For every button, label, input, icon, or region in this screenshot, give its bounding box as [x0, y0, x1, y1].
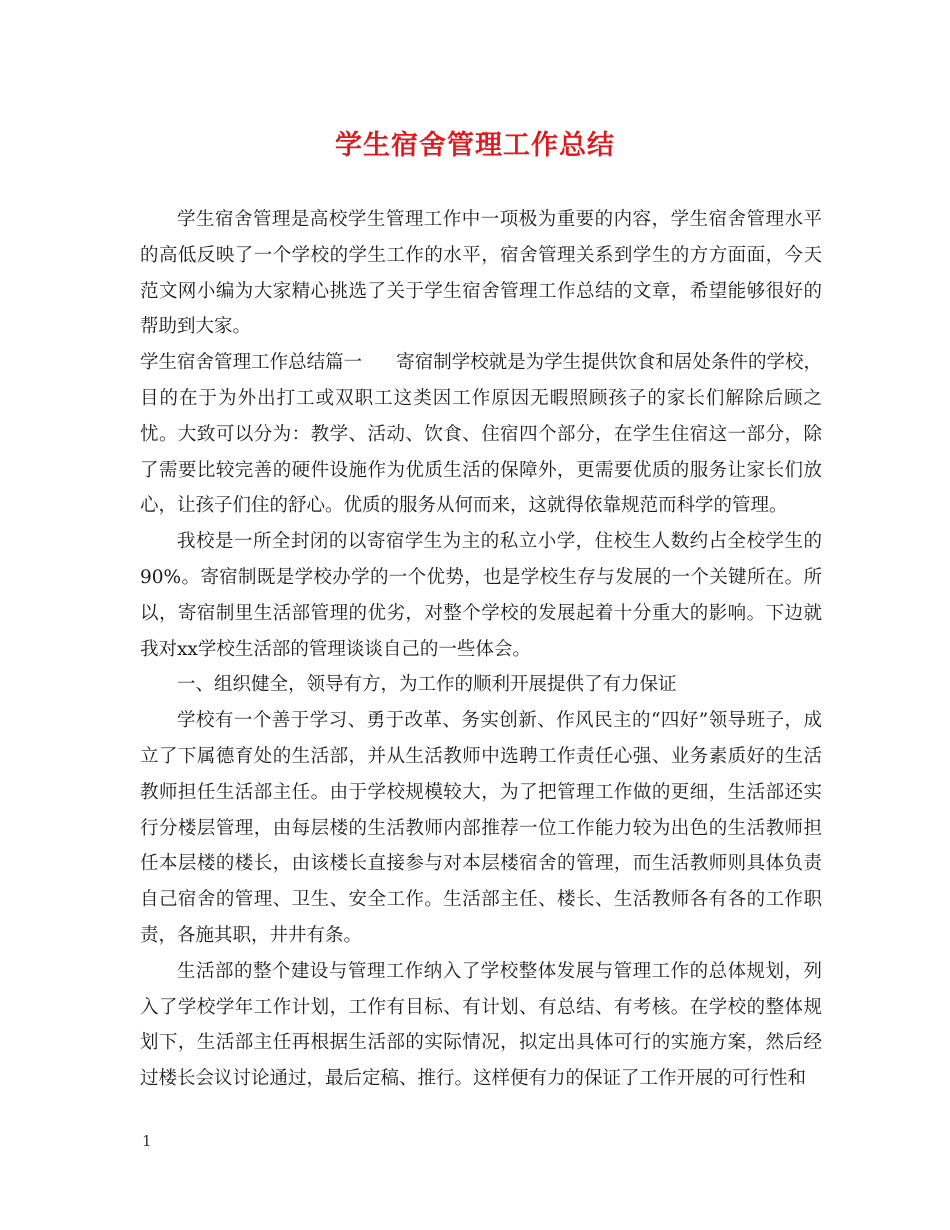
- page-number: 1: [142, 1132, 152, 1150]
- section-paragraph: [140, 345, 822, 524]
- body-paragraph-3: 生活部的整个建设与管理工作纳入了学校整体发展与管理工作的总体规划，列入了学校学年工作计划，工作有目标、有计划、有总结、有考核。在学校的整体规划下，生活部主任再根据生活部的实际情况，拟定出具体可行的实施方案，然后经过楼长会议讨论通过，最后定稿、推行。这样便有力的保证了工作开展的可行性和: [140, 960, 822, 1090]
- section-label: 学生宿舍管理工作总结篇一: [140, 352, 363, 374]
- body-paragraph-1: 我校是一所全封闭的以寄宿学生为主的私立小学，住校生人数约占全校学生的90%。寄宿制既是学校办学的一个优势，也是学校生存与发展的一个关键所在。所以，寄宿制里生活部管理的优劣，对整个学校的发展起着十分重大的影响。下边就我对xx学校生活部的管理谈谈自己的一些体会。: [140, 531, 822, 660]
- document-title: 学生宿舍管理工作总结: [335, 130, 615, 161]
- document-body: [140, 202, 822, 1097]
- intro-paragraph: 学生宿舍管理是高校学生管理工作中一项极为重要的内容，学生宿舍管理水平的高低反映了一个学校的学生工作的水平，宿舍管理关系到学生的方方面面，今天范文网小编为大家精心挑选了关于学生宿舍管理工作总结的文章，希望能够很好的帮助到大家。: [140, 209, 822, 338]
- subheading-1: 一、组织健全，领导有方，为工作的顺利开展提供了有力保证: [177, 674, 677, 696]
- section-text: 寄宿制学校就是为学生提供饮食和居处条件的学校，目的在于为外出打工或双职工这类因工作原因无暇照顾孩子的家长们解除后顾之忧。大致可以分为：教学、活动、饮食、住宿四个部分，在学生住宿这一部分，除了需要比较完善的硬件设施作为优质生活的保障外，更需要优质的服务让家长们放心，让孩子们住的舒心。优质的服务从何而来，这就得依靠规范而科学的管理。: [140, 352, 822, 517]
- body-paragraph-2: 学校有一个善于学习、勇于改革、务实创新、作风民主的“四好”领导班子，成立了下属德育处的生活部，并从生活教师中选聘工作责任心强、业务素质好的生活教师担任生活部主任。由于学校规模较大，为了把管理工作做的更细，生活部还实行分楼层管理，由每层楼的生活教师内部推荐一位工作能力较为出色的生活教师担任本层楼的楼长，由该楼长直接参与对本层楼宿舍的管理，而生活教师则具体负责自己宿舍的管理、卫生、安全工作。生活部主任、楼长、生活教师各有各的工作职责，各施其职，井井有条。: [140, 710, 822, 946]
